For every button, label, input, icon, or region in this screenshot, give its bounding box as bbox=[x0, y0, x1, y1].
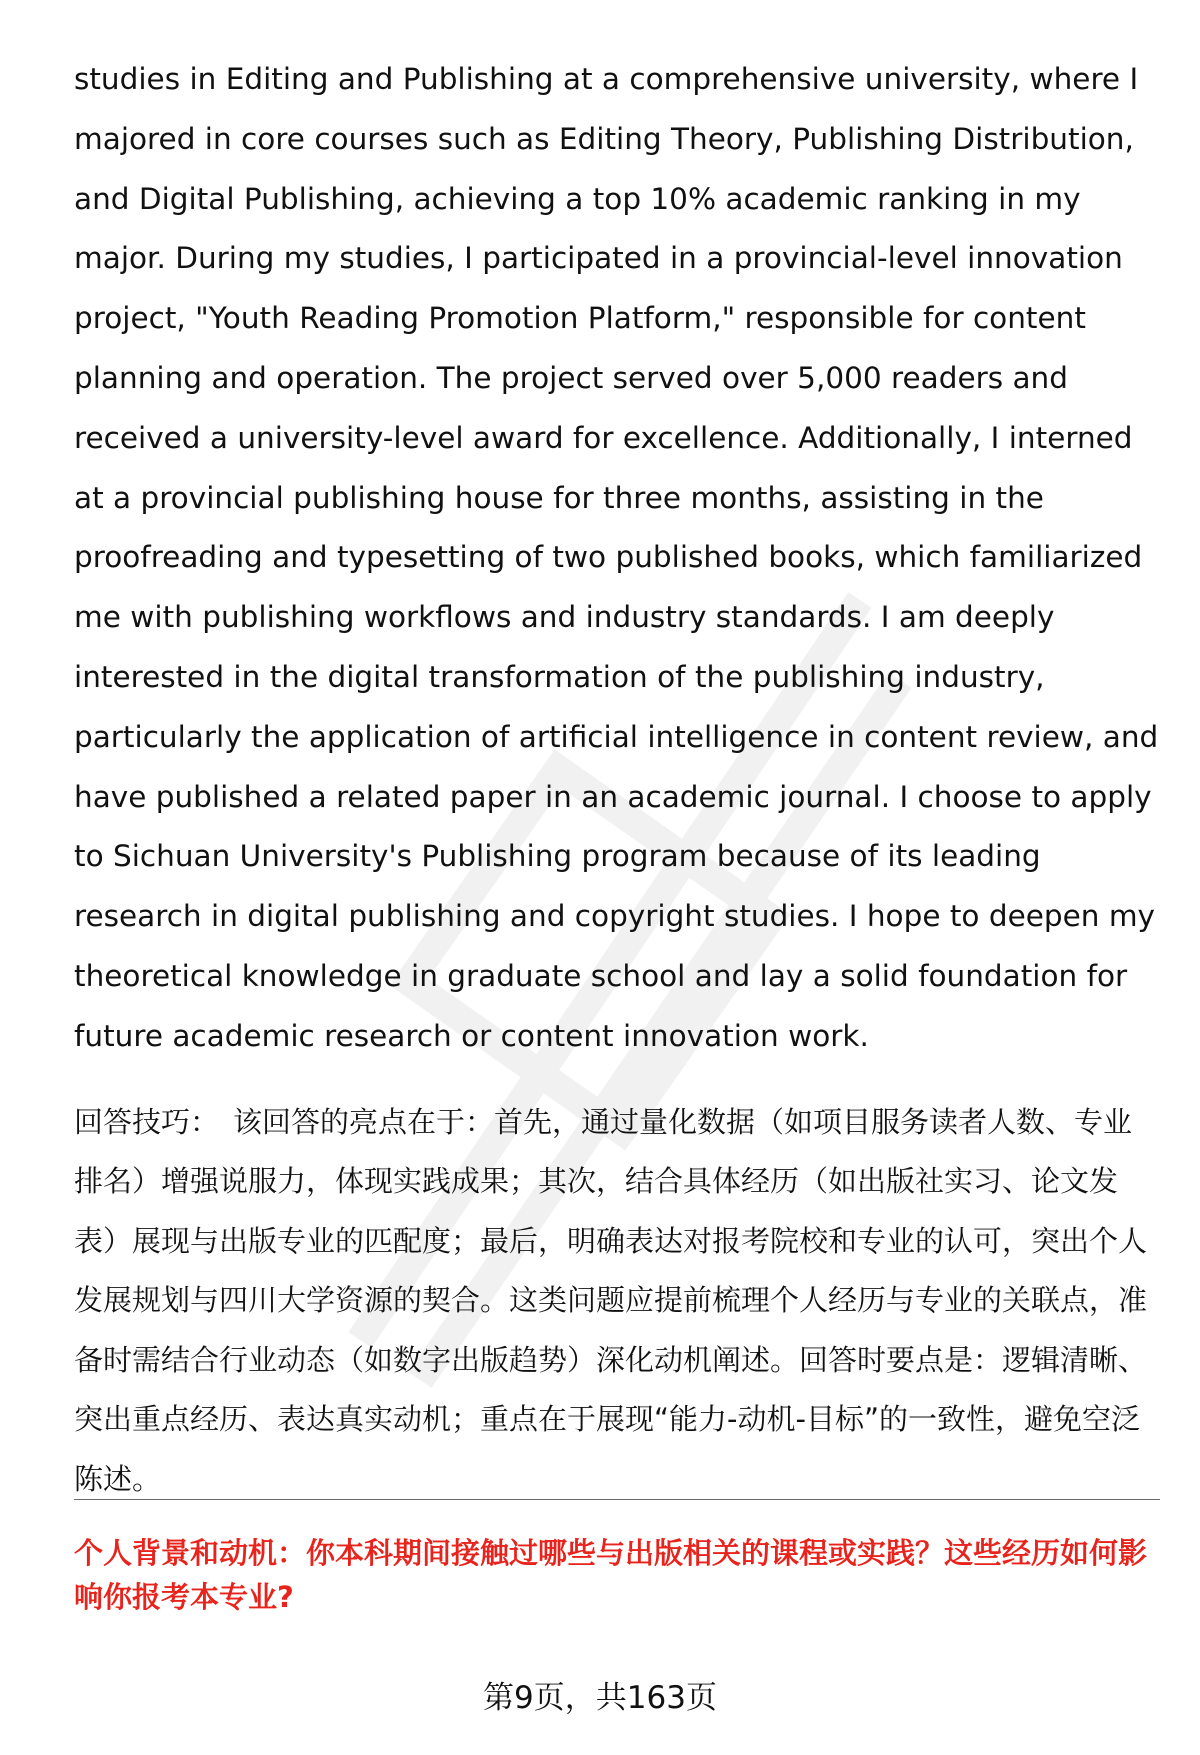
page-content bbox=[74, 50, 1160, 1509]
next-question: 个人背景和动机：你本科期间接触过哪些与出版相关的课程或实践？这些经历如何影响你报考本专业? bbox=[74, 1536, 1148, 1614]
answer-tips bbox=[74, 1093, 1160, 1510]
tips-label: 回答技巧： bbox=[74, 1104, 220, 1139]
tips-text: 该回答的亮点在于：首先，通过量化数据（如项目服务读者人数、专业排名）增强说服力，体现实践成果；其次，结合具体经历（如出版社实习、论文发表）展现与出版专业的匹配度；最后，明确表达对报考院校和专业的认可，突出个人发展规划与四川大学资源的契合。这类问题应提前梳理个人经历与专业的关联点，准备时需结合行业动态（如数字出版趋势）深化动机阐述。回答时要点是：逻辑清晰、突出重点经历、表达真实动机；重点在于展现“能力-动机-目标”的一致性，避免空泛陈述。 bbox=[74, 1104, 1148, 1496]
answer-paragraph: studies in Editing and Publishing at a comprehensive university, where I majored in core courses such as Editing Theory, Publishing Distribution, and Digital Publishing, achieving a top 10% academic ranking in my major. During my studies, I participated in a provincial-level innovation project, "Youth Reading Promotion Platform," responsible for content planning and operation. The project served over 5,000 readers and received a university-level award for excellence. Additionally, I interned at a provincial publishing house for three months, assisting in the proofreading and typesetting of two published books, which familiarized me with publishing workflows and industry standards. I am deeply interested in the digital transformation of the publishing industry, particularly the application of artificial intelligence in content review, and have published a related paper in an academic journal. I choose to apply to Sichuan University's Publishing program because of its leading research in digital publishing and copyright studies. I hope to deepen my theoretical knowledge in graduate school and lay a solid foundation for future academic research or content innovation work. bbox=[74, 62, 1159, 1053]
page-footer: 第9页，共163页 bbox=[483, 1680, 717, 1716]
section-divider bbox=[74, 1499, 1160, 1500]
